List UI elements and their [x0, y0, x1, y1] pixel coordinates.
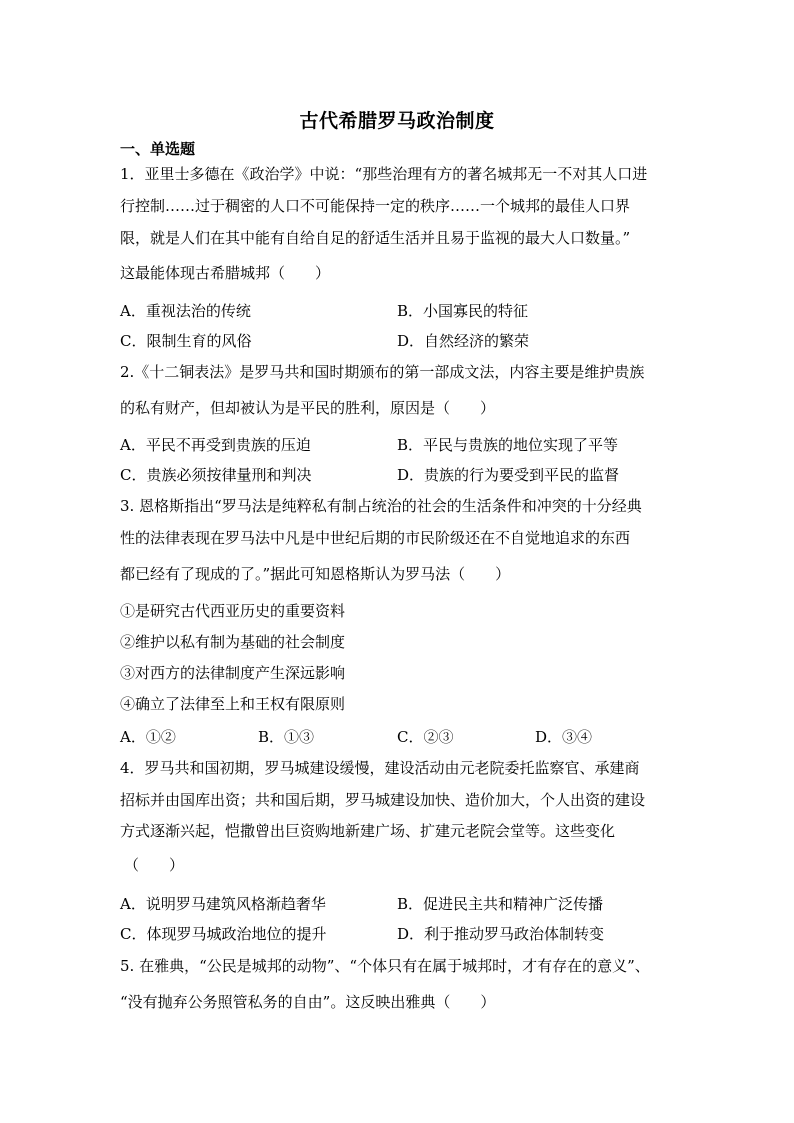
question-1-option-d: D．自然经济的繁荣	[397, 332, 530, 350]
question-1-line-1: 1．亚里士多德在《政治学》中说：“那些治理有方的著名城邦无一不对其人口进	[120, 165, 648, 183]
question-1-line-3: 限，就是人们在其中能有自给自足的舒适生活并且易于监视的最大人口数量。”	[120, 229, 631, 247]
question-3-line-3: 都已经有了现成的了。”据此可知恩格斯认为罗马法（ ）	[120, 565, 511, 583]
question-2-option-c: C．贵族必须按律量刑和判决	[120, 466, 312, 484]
question-1-line-2: 行控制……过于稠密的人口不可能保持一定的秩序……一个城邦的最佳人口界	[120, 197, 631, 215]
question-3-item-3: ③对西方的法律制度产生深远影响	[120, 664, 346, 682]
question-2-option-d: D．贵族的行为要受到平民的监督	[397, 466, 620, 484]
question-4-option-d: D．利于推动罗马政治体制转变	[397, 925, 605, 943]
page-title: 古代希腊罗马政治制度	[299, 110, 495, 132]
question-3-item-1: ①是研究古代西亚历史的重要资料	[120, 602, 346, 620]
question-2-line-2: 的私有财产，但却被认为是平民的胜利，原因是（ ）	[120, 399, 496, 417]
question-2-option-a: A．平民不再受到贵族的压迫	[120, 436, 311, 454]
question-3-option-d: D．③④	[535, 728, 593, 746]
question-4-line-3: 方式逐渐兴起，恺撒曾出巨资购地新建广场、扩建元老院会堂等。这些变化	[120, 822, 616, 840]
question-1-option-b: B．小国寡民的特征	[397, 302, 529, 320]
question-5-line-1: 5. 在雅典，“公民是城邦的动物”、“个体只有在属于城邦时，才有存在的意义”、	[120, 957, 650, 975]
question-3-line-1: 3. 恩格斯指出“罗马法是纯粹私有制占统治的社会的生活条件和冲突的十分经典	[120, 497, 642, 515]
question-3-item-2: ②维护以私有制为基础的社会制度	[120, 633, 346, 651]
question-4-option-a: A．说明罗马建筑风格渐趋奢华	[120, 895, 326, 913]
question-3-option-c: C．②③	[397, 728, 454, 746]
section-heading: 一、单选题	[120, 140, 196, 158]
question-4-option-b: B．促进民主共和精神广泛传播	[397, 895, 604, 913]
question-5-line-2: “没有抛弃公务照管私务的自由”。这反映出雅典（ ）	[120, 993, 496, 1011]
question-1-option-a: A．重视法治的传统	[120, 302, 251, 320]
question-4-line-1: 4．罗马共和国初期，罗马城建设缓慢，建设活动由元老院委托监察官、承建商	[120, 759, 640, 777]
question-3-line-2: 性的法律表现在罗马法中凡是中世纪后期的市民阶级还在不自觉地追求的东西	[120, 529, 631, 547]
question-3-item-4: ④确立了法律至上和王权有限原则	[120, 695, 346, 713]
question-3-option-a: A．①②	[120, 728, 176, 746]
question-1-option-c: C．限制生育的风俗	[120, 332, 252, 350]
question-4-line-2: 招标并由国库出资；共和国后期，罗马城建设加快、造价加大，个人出资的建设	[120, 791, 646, 809]
question-3-option-b: B．①③	[258, 728, 315, 746]
question-4-line-4: （ ）	[124, 856, 185, 874]
question-1-line-4: 这最能体现古希腊城邦（ ）	[120, 264, 331, 282]
question-2-option-b: B．平民与贵族的地位实现了平等	[397, 436, 619, 454]
question-2-line-1: 2.《十二铜表法》是罗马共和国时期颁布的第一部成文法，内容主要是维护贵族	[120, 363, 645, 381]
question-4-option-c: C．体现罗马城政治地位的提升	[120, 925, 327, 943]
